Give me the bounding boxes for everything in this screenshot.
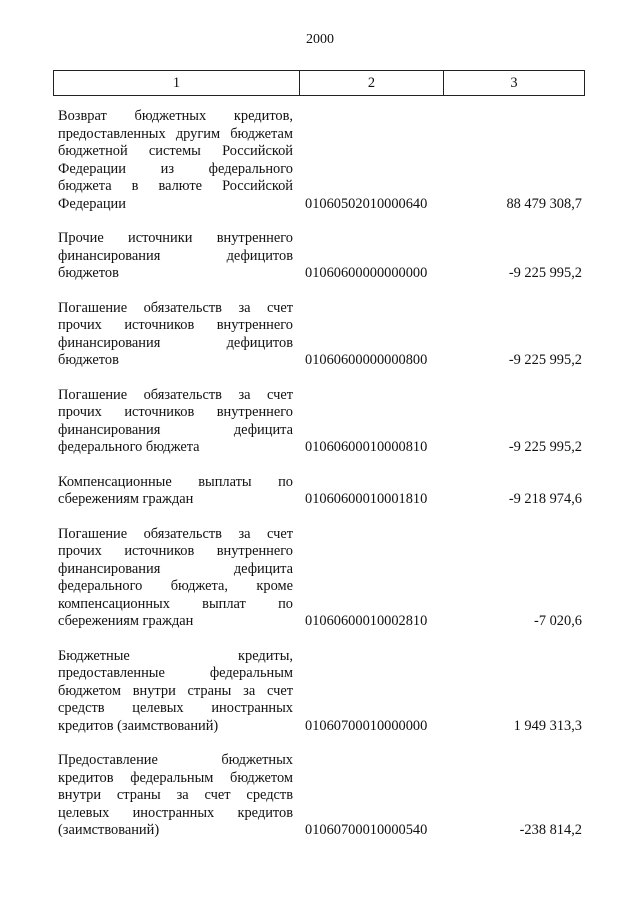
row-description: [58, 230, 293, 283]
description-line: сбережениям граждан: [58, 613, 194, 629]
row-value: -9 218 974,6: [508, 491, 582, 507]
description-line: бюджетов: [58, 352, 119, 368]
description-line: Бюджетные кредиты,: [58, 647, 293, 664]
table-header: [53, 70, 585, 96]
row-value: -9 225 995,2: [508, 265, 582, 281]
row-value: 88 479 308,7: [506, 195, 582, 212]
table-row: [0, 108, 640, 213]
description-line: федерального бюджета, кроме: [58, 578, 293, 594]
row-value: -238 814,2: [519, 822, 582, 838]
description-line: финансирования дефицитов: [58, 334, 293, 351]
header-col-1: 1: [54, 71, 300, 95]
row-description: [58, 387, 293, 457]
description-line: Федерации: [58, 195, 126, 212]
row-value: -9 225 995,2: [508, 352, 582, 368]
description-line: финансирования дефицитов: [58, 247, 293, 264]
table-row: [0, 648, 640, 736]
description-line: Погашение обязательств за счет: [58, 525, 293, 542]
row-description: [58, 474, 293, 509]
header-col-2: 2: [300, 71, 444, 95]
description-line: (заимствований): [58, 822, 160, 838]
table-row: [0, 300, 640, 370]
description-line: бюджета в валюте Российской: [58, 178, 293, 194]
row-code: 01060502010000640: [305, 195, 428, 212]
row-description: [58, 752, 293, 840]
description-line: Предоставление бюджетных: [58, 752, 293, 768]
row-code: 01060600010001810: [305, 491, 428, 507]
description-line: федерального бюджета: [58, 439, 200, 455]
description-line: предоставленных другим бюджетам: [58, 125, 293, 142]
description-line: Возврат бюджетных кредитов,: [58, 108, 293, 124]
description-line: Федерации из федерального: [58, 160, 293, 177]
description-line: бюджетной системы Российской: [58, 143, 293, 159]
table-row: [0, 387, 640, 457]
row-code: 01060600010002810: [305, 613, 428, 629]
description-line: прочих источников внутреннего: [58, 404, 293, 420]
page-number: 2000: [306, 32, 334, 47]
description-line: бюджетов: [58, 265, 119, 281]
header-col-3: 3: [510, 74, 518, 91]
row-description: [58, 108, 293, 213]
row-code: 01060600010000810: [305, 439, 428, 455]
description-line: компенсационных выплат по: [58, 595, 293, 612]
description-line: финансирования дефицита: [58, 421, 293, 438]
description-line: Компенсационные выплаты по: [58, 473, 293, 490]
table-row: [0, 526, 640, 631]
row-code: 01060600000000800: [305, 352, 428, 368]
table-row: [0, 752, 640, 840]
description-line: целевых иностранных кредитов: [58, 804, 293, 821]
table-row: [0, 474, 640, 509]
description-line: прочих источников внутреннего: [58, 543, 293, 559]
description-line: внутри страны за счет средств: [58, 787, 293, 803]
row-code: 01060600000000000: [305, 265, 428, 281]
description-line: кредитов (заимствований): [58, 717, 219, 734]
description-line: Погашение обязательств за счет: [58, 386, 293, 403]
description-line: сбережениям граждан: [58, 491, 194, 507]
description-line: Погашение обязательств за счет: [58, 299, 293, 316]
description-line: кредитов федеральным бюджетом: [58, 769, 293, 786]
row-value: 1 949 313,3: [513, 717, 582, 734]
row-code: 01060700010000000: [305, 717, 428, 734]
row-value: -7 020,6: [534, 613, 582, 629]
row-value: -9 225 995,2: [508, 439, 582, 455]
description-line: финансирования дефицита: [58, 560, 293, 577]
row-description: [58, 526, 293, 631]
description-line: прочих источников внутреннего: [58, 317, 293, 333]
description-line: бюджетом внутри страны за счет: [58, 682, 293, 699]
description-line: предоставленные федеральным: [58, 665, 293, 681]
table-row: [0, 230, 640, 283]
description-line: средств целевых иностранных: [58, 700, 293, 716]
row-code: 01060700010000540: [305, 822, 428, 838]
row-description: [58, 648, 293, 736]
table-body: [0, 108, 640, 857]
row-description: [58, 300, 293, 370]
description-line: Прочие источники внутреннего: [58, 230, 293, 246]
